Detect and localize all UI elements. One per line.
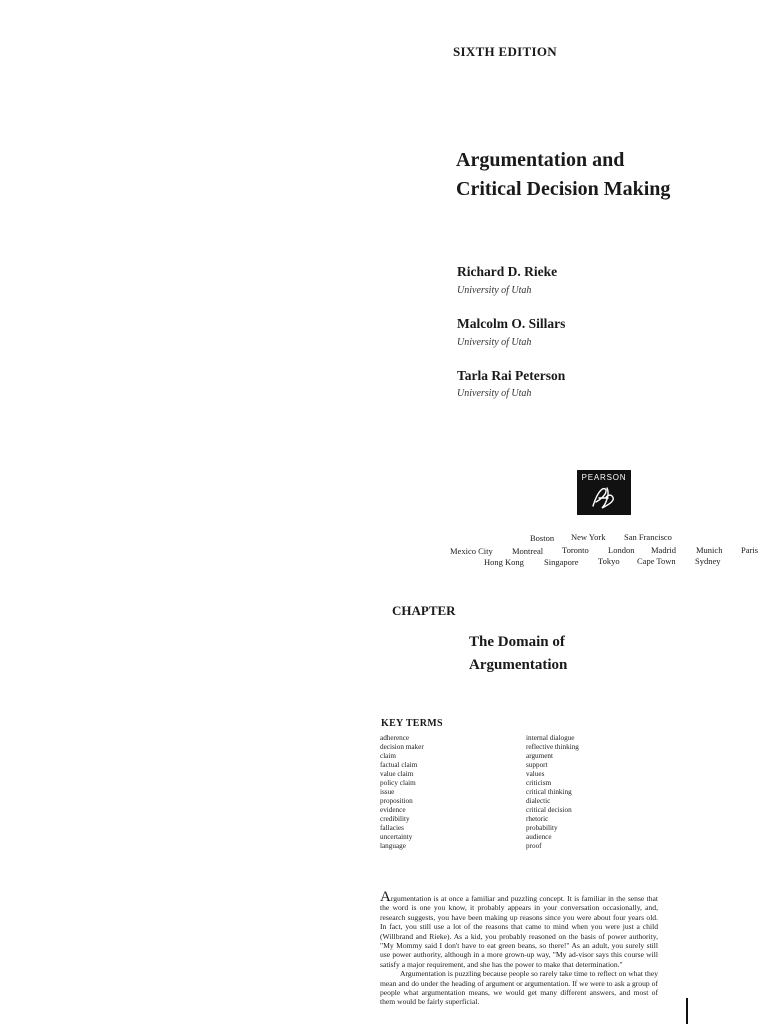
body-paragraph-1-text: rgumentation is at once a familiar and puzzling concept. It is familiar in the sense that the word is one you know, it probably appears in your conversation occasionally, and, research suggests, you have been making up reasons since you were about four years old. In fact, you still use a lot of the reasons that came to mind when you were just a child (Willbrand and Rieke). As a kid, you probably reasoned on the basis of power authority, "My Mommy said I don't have to eat green beans, so there!" As an adult, you surely still use power authority, although in a more grown-up way, "My ad-visor says this course will satisfy a major requirement, and she has the power to make that determination." bbox=[380, 894, 658, 969]
drop-cap: A bbox=[380, 889, 391, 905]
city: Boston bbox=[530, 533, 555, 543]
key-term: rhetoric bbox=[526, 815, 549, 823]
key-term: probability bbox=[526, 824, 558, 832]
city: Sydney bbox=[695, 556, 721, 566]
key-term: value claim bbox=[380, 770, 414, 778]
city: Tokyo bbox=[598, 556, 620, 566]
key-term: reflective thinking bbox=[526, 743, 579, 751]
chapter-label: CHAPTER bbox=[392, 603, 456, 618]
chapter-title bbox=[469, 631, 567, 677]
key-term: criticism bbox=[526, 779, 552, 787]
key-term: audience bbox=[526, 833, 552, 841]
key-term: claim bbox=[380, 752, 396, 760]
pearson-monogram-icon bbox=[588, 484, 620, 512]
city: New York bbox=[571, 532, 606, 542]
author-affiliation-3: University of Utah bbox=[457, 388, 532, 399]
publisher-logo bbox=[577, 470, 631, 515]
key-term: policy claim bbox=[380, 779, 416, 787]
key-term: internal dialogue bbox=[526, 734, 575, 742]
key-term: uncertainty bbox=[380, 833, 413, 841]
chapter-body bbox=[380, 889, 658, 1007]
margin-rule bbox=[686, 998, 688, 1024]
city: Madrid bbox=[651, 545, 677, 555]
key-term: proof bbox=[526, 842, 542, 850]
city: Mexico City bbox=[450, 546, 493, 556]
author-name-3: Tarla Rai Peterson bbox=[457, 368, 566, 383]
key-term: language bbox=[380, 842, 406, 850]
city: Montreal bbox=[512, 546, 544, 556]
key-term: dialectic bbox=[526, 797, 551, 805]
book-title-line-2: Critical Decision Making bbox=[456, 178, 671, 200]
city: Singapore bbox=[544, 557, 579, 567]
key-term: critical thinking bbox=[526, 788, 572, 796]
key-term: values bbox=[526, 770, 545, 778]
key-term: evidence bbox=[380, 806, 406, 814]
publisher-logo-text: PEARSON bbox=[581, 473, 627, 482]
key-term: support bbox=[526, 761, 548, 769]
city: Cape Town bbox=[637, 556, 676, 566]
author-affiliation-2: University of Utah bbox=[457, 337, 532, 348]
edition-label: SIXTH EDITION bbox=[453, 44, 557, 59]
chapter-title-line-2: Argumentation bbox=[469, 657, 568, 673]
book-title-line-1: Argumentation and bbox=[456, 149, 625, 171]
author-name-1: Richard D. Rieke bbox=[457, 264, 558, 279]
book-title bbox=[456, 146, 670, 204]
key-terms-column-2 bbox=[526, 734, 579, 851]
city: Toronto bbox=[562, 545, 589, 555]
city: Hong Kong bbox=[484, 557, 524, 567]
author-affiliation-1: University of Utah bbox=[457, 285, 532, 296]
key-term: critical decision bbox=[526, 806, 572, 814]
chapter-title-line-1: The Domain of bbox=[469, 634, 565, 650]
city: Paris bbox=[741, 545, 758, 555]
key-term: credibility bbox=[380, 815, 410, 823]
key-term: issue bbox=[380, 788, 395, 796]
key-term: fallacies bbox=[380, 824, 404, 832]
key-term: decision maker bbox=[380, 743, 424, 751]
city: Munich bbox=[696, 545, 723, 555]
key-terms-column-1 bbox=[380, 734, 424, 851]
body-paragraph-1 bbox=[380, 889, 658, 969]
key-term: factual claim bbox=[380, 761, 418, 769]
key-term: proposition bbox=[380, 797, 413, 805]
author-name-2: Malcolm O. Sillars bbox=[457, 316, 566, 331]
city: San Francisco bbox=[624, 532, 672, 542]
key-terms-heading: KEY TERMS bbox=[381, 718, 443, 729]
key-term: adherence bbox=[380, 734, 410, 742]
city: London bbox=[608, 545, 635, 555]
key-term: argument bbox=[526, 752, 554, 760]
body-paragraph-2: Argumentation is puzzling because people so rarely take time to reflect on what they mean and do under the heading of argument or argumentation. If we were to ask a group of people what argumentation means, we would get many different answers, and most of them would be fairly superficial. bbox=[380, 969, 658, 1007]
